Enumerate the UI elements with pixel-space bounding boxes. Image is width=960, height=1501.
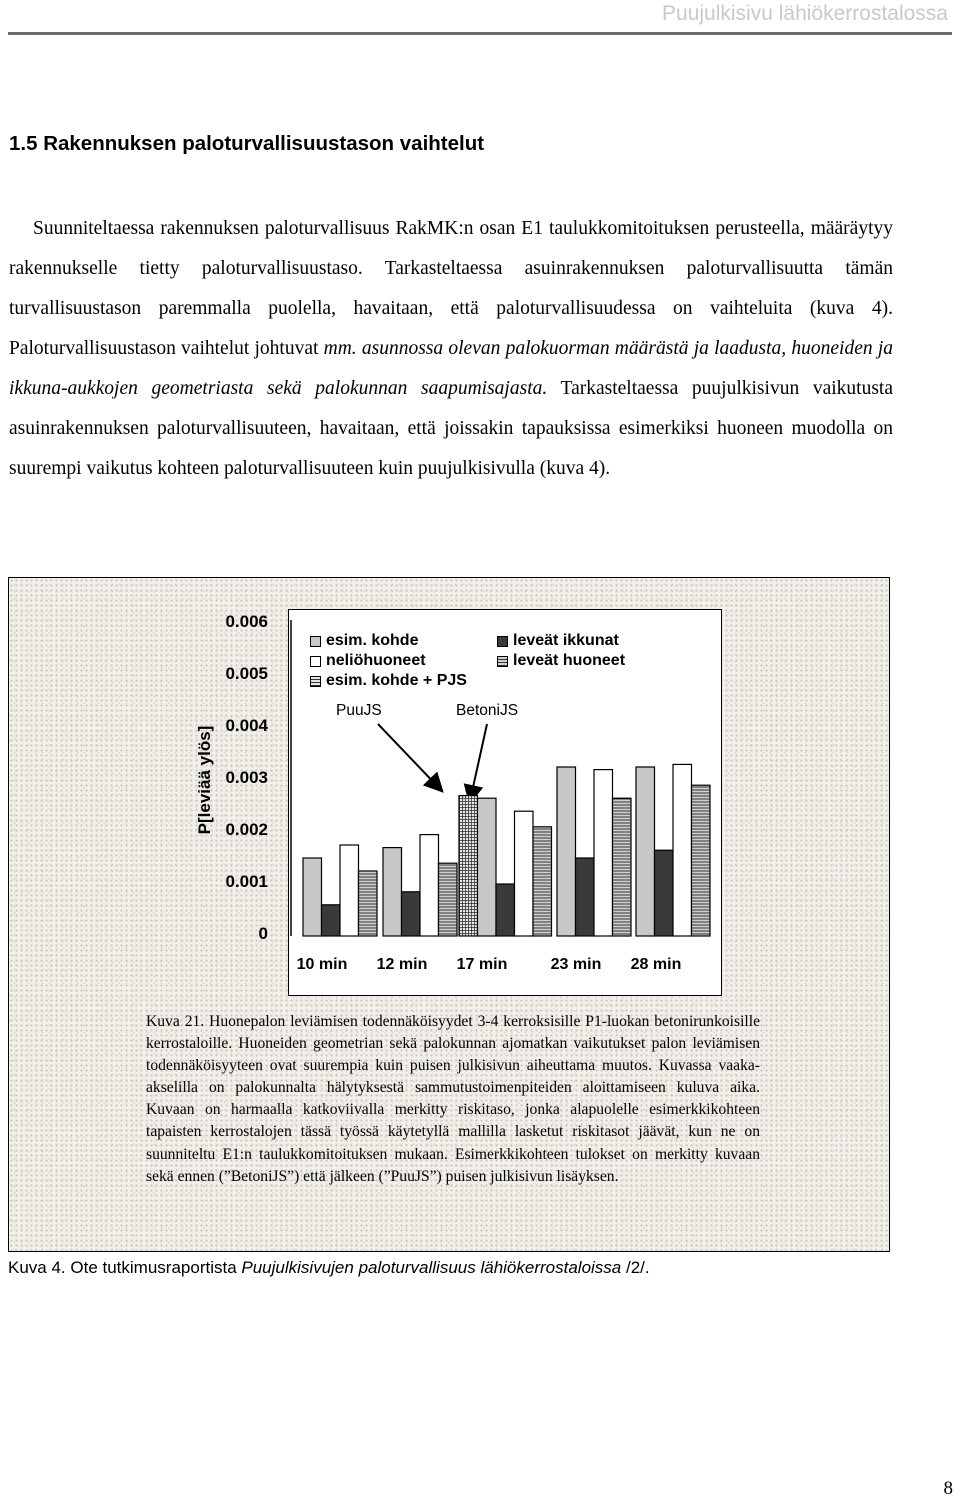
body-text-italic: mm. asunnossa olevan palokuorman määrästä ja laadusta, huoneiden ja ikkuna-aukkojen geometriasta sekä palokunnan saapumisajasta.: [9, 338, 893, 399]
bar: [496, 884, 515, 936]
bar: [594, 770, 613, 936]
bar: [613, 798, 632, 936]
bar: [402, 892, 421, 936]
legend-item: [497, 632, 619, 650]
body-text-part-1: Suunniteltaessa rakennuksen paloturvallisuus RakMK:n osan E1 taulukkomitoituksen perusteella, määräytyy rakennukselle tietty paloturvallisuustaso. Tarkasteltaessa asuinrakennuksen paloturvallisuutta tämän turvallisuustason paremmalla puolella, havaitaan, että paloturvallisuudessa on vaihteluita (kuva 4). Paloturvallisuustason vaihtelut johtuvat: [9, 218, 893, 359]
legend-label: leveät ikkunat: [513, 632, 619, 649]
bar: [515, 811, 534, 936]
x-tick-label: 17 min: [456, 956, 508, 973]
body-text-part-2: Tarkasteltaessa puujulkisivun vaikutusta asuinrakennuksen paloturvallisuuteen, havaitaan, että joissakin tapauksissa esimerkiksi huoneen muodolla on suurempi vaikutus kohteen paloturvallisuuteen kuin puujulkisivulla (kuva 4).: [9, 378, 893, 479]
figure-caption: [8, 1258, 650, 1278]
legend-label: esim. kohde + PJS: [326, 672, 467, 689]
x-tick-label: 12 min: [376, 956, 428, 973]
legend-label: leveät huoneet: [513, 652, 626, 669]
y-tick-label: 0: [258, 924, 268, 943]
legend-label: esim. kohde: [326, 632, 419, 649]
bar: [439, 863, 458, 936]
legend-item: [310, 652, 426, 670]
y-tick-label: 0.004: [225, 716, 268, 735]
bar: [459, 796, 478, 936]
legend-item: [310, 672, 467, 690]
bar: [303, 858, 322, 936]
bar: [576, 858, 595, 936]
figure-caption-inner: Kuva 21. Huonepalon leviämisen todennäköisyydet 3-4 kerroksisille P1-luokan betonirunkoisille kerrostaloille. Huoneiden geometrian sekä palokunnan ajomatkan vaikutukset palon leviämisen todennäköisyyteen ovat suurempia kuin puisen julkisivun aiheuttama muutos. Kuvassa vaaka-akselilla on palokunnalta hälytyksestä sammutustoimenpiteiden aloittamiseen kuluva aika. Kuvaan on harmaalla katkoviivalla merkitty riskitaso, jonka alapuolelle esimerkkikohteen tapaisten kerrostalojen tässä työssä käytetyllä mallilla lasketut riskitasot jäävät, kun ne on suunniteltu E1:n taulukkomitoituksen mukaan. Esimerkkikohteen tulokset on merkitty kuvaan sekä ennen (”BetoniJS”) että jälkeen (”PuuJS”) puisen julkisivun lisäyksen.: [146, 1013, 760, 1185]
section-heading: 1.5 Rakennuksen paloturvallisuustason vaihtelut: [9, 132, 485, 155]
caption-suffix: /2/.: [621, 1258, 650, 1277]
running-header: Puujulkisivu lähiökerrostalossa: [662, 2, 948, 25]
x-tick-label: 23 min: [550, 956, 602, 973]
legend-swatch: [497, 656, 508, 667]
page-number: 8: [943, 1478, 953, 1499]
annotation-arrow: [378, 724, 441, 790]
caption-italic-title: Puujulkisivujen paloturvallisuus lähiökerrostaloissa: [241, 1258, 622, 1277]
y-tick-label: 0.001: [225, 872, 268, 891]
bar: [557, 767, 576, 936]
annotation-puujs: PuuJS: [336, 702, 382, 719]
bar: [420, 835, 439, 936]
bar: [533, 827, 552, 936]
bar: [673, 764, 692, 936]
y-axis-title: P[leviää ylös]: [195, 725, 214, 835]
bar: [359, 871, 378, 936]
legend-item: [310, 632, 418, 650]
bar: [340, 845, 359, 936]
annotation-arrow: [470, 724, 487, 801]
bar: [322, 905, 341, 936]
legend-item: [497, 652, 625, 670]
y-tick-label: 0.002: [225, 820, 268, 839]
bar: [478, 798, 497, 936]
legend-label: neliöhuoneet: [326, 652, 426, 669]
x-tick-label: 10 min: [296, 956, 348, 973]
legend-swatch: [497, 636, 508, 647]
bar: [655, 850, 674, 936]
legend-swatch: [310, 656, 321, 667]
bar: [383, 848, 402, 936]
bar: [692, 785, 711, 936]
annotation-betonijs: BetoniJS: [456, 702, 519, 719]
legend-swatch: [310, 676, 321, 687]
legend-swatch: [310, 636, 321, 647]
caption-prefix: Kuva 4. Ote tutkimusraportista: [8, 1258, 242, 1277]
bar: [636, 767, 655, 936]
y-tick-label: 0.005: [225, 664, 268, 683]
y-tick-label: 0.003: [225, 768, 268, 787]
x-tick-label: 28 min: [630, 956, 682, 973]
y-tick-label: 0.006: [225, 612, 268, 631]
